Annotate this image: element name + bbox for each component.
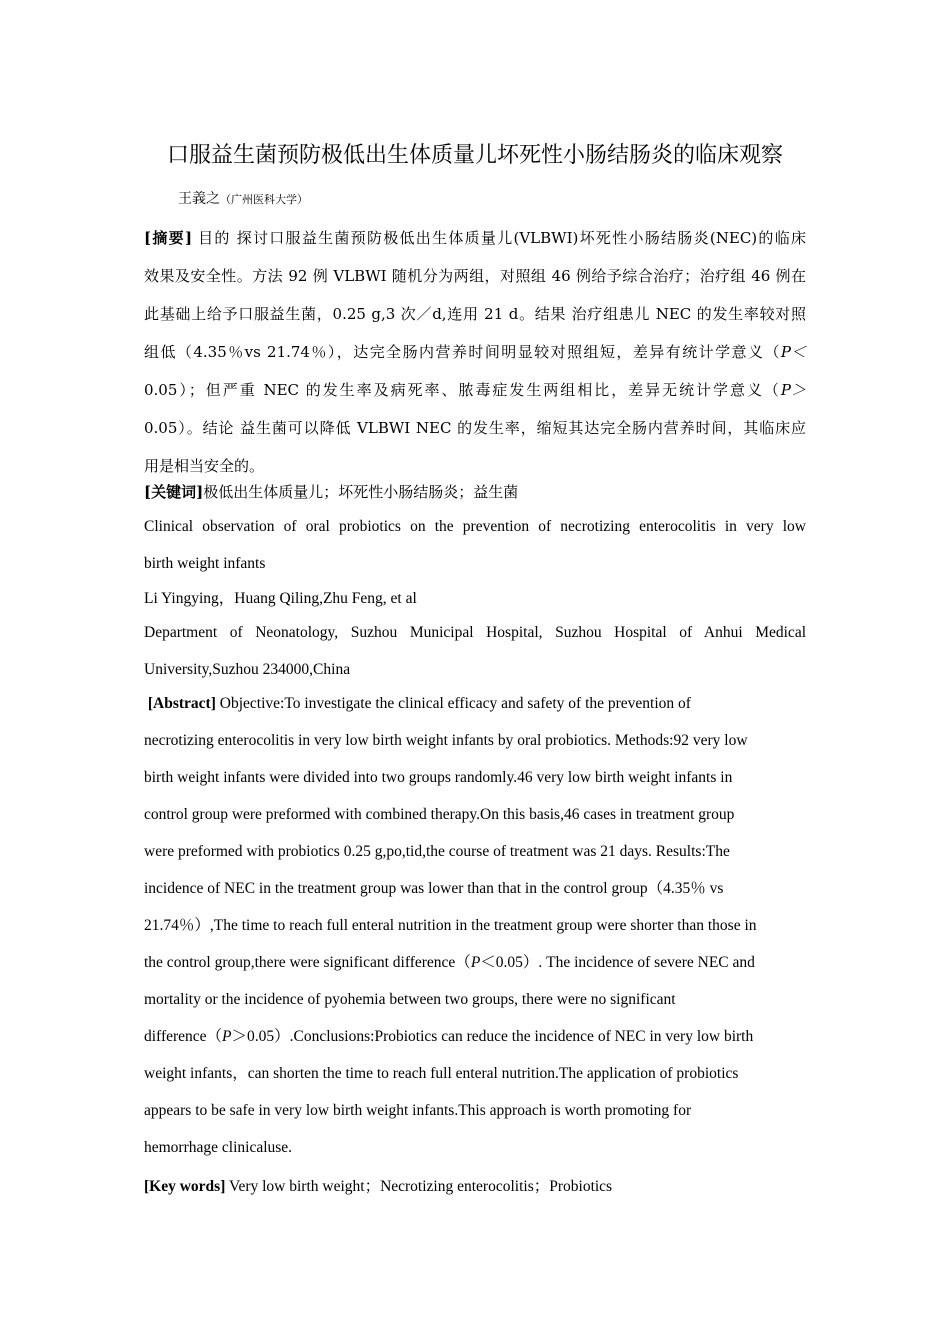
abstract-en-line: incidence of NEC in the treatment group was lower than that in the control group（4.35％ vs [144,880,724,897]
affiliation-en: Department of Neonatology, Suzhou Municipal Hospital, Suzhou Hospital of Anhui Medical University,Suzhou 234000,China [144,624,806,678]
keywords-zh-text: 极低出生体质量儿；坏死性小肠结肠炎；益生菌 [203,483,519,501]
abstract-en-line: mortality or the incidence of pyohemia between two groups, there were no significant [144,991,676,1008]
abstract-zh-line: 0.05）。结论 益生菌可以降低 VLBWI NEC 的发生率，缩短其达完全肠内营养时间，其临床应 [144,419,806,437]
author-name: 王義之 [178,191,220,207]
abstract-en-label: [Abstract] [147,695,216,712]
keywords-en-text: Very low birth weight；Necrotizing enterocolitis；Probiotics [225,1178,613,1195]
abstract-zh-line: 组低（4.35％vs 21.74％），达完全肠内营养时间明显较对照组短，差异有统计学意义（P＜ [144,343,806,361]
p-value-symbol: P＞ [780,381,806,399]
abstract-en-line: appears to be safe in very low birth weight infants.This approach is worth promoting for [144,1102,692,1119]
abstract-en-line: were preformed with probiotics 0.25 g,po,tid,the course of treatment was 21 days. Results:The [144,843,730,860]
keywords-zh [144,473,806,511]
abstract-zh-line: 0.05）；但严重 NEC 的发生率及病死率、脓毒症发生两组相比，差异无统计学意义（P＞ [144,381,806,399]
abstract-en-line: birth weight infants were divided into two groups randomly.46 very low birth weight infants in [144,769,733,786]
p-value-symbol: P＜ [780,343,806,361]
authors-en: Li Yingying，Huang Qiling,Zhu Feng, et al [144,590,417,607]
abstract-zh-line: 用是相当安全的。 [144,457,265,475]
keywords-en-label: [Key words] [144,1178,226,1195]
paper-title: 口服益生菌预防极低出生体质量儿坏死性小肠结肠炎的临床观察 [166,143,783,168]
abstract-en-line: hemorrhage clinicaluse. [144,1139,293,1156]
abstract-zh [144,219,806,485]
abstract-en-line: necrotizing enterocolitis in very low birth weight infants by oral probiotics. Methods:92 very low [144,732,748,749]
abstract-en-line: difference（P＞0.05）.Conclusions:Probiotics can reduce the incidence of NEC in very low birth [144,1028,754,1045]
abstract-zh-line: 此基础上给予口服益生菌，0.25 g,3 次／d,连用 21 d。结果 治疗组患儿 NEC 的发生率较对照 [144,305,806,323]
abstract-en [144,685,806,1166]
title-en: Clinical observation of oral probiotics on the prevention of necrotizing enterocolitis in very low birth weight infants [144,518,806,572]
abstract-zh-line: [摘要] 目的 探讨口服益生菌预防极低出生体质量儿(VLBWI)坏死性小肠结肠炎(NEC)的临床 [144,229,806,247]
keywords-zh-label: [关键词] [144,483,204,501]
abstract-zh-line: 效果及安全性。方法 92 例 VLBWI 随机分为两组，对照组 46 例给予综合治疗；治疗组 46 例在 [144,267,806,285]
p-value-symbol: P [470,954,481,971]
author-line [178,189,308,210]
abstract-en-line: control group were preformed with combined therapy.On this basis,46 cases in treatment group [144,806,735,823]
abstract-en-line: 21.74％）,The time to reach full enteral nutrition in the treatment group were shorter than those in [144,917,757,934]
p-value-symbol: P [222,1028,232,1045]
abstract-zh-label: [摘要] [144,229,193,247]
abstract-en-line: [Abstract] Objective:To investigate the clinical efficacy and safety of the prevention of [147,695,691,712]
abstract-en-line: weight infants，can shorten the time to reach full enteral nutrition.The application of probiotics [144,1065,739,1082]
keywords-en [144,1168,806,1205]
abstract-en-line: the control group,there were significant difference（P＜0.05）. The incidence of severe NEC and [144,954,755,971]
author-affiliation: （广州医科大学） [220,193,308,206]
